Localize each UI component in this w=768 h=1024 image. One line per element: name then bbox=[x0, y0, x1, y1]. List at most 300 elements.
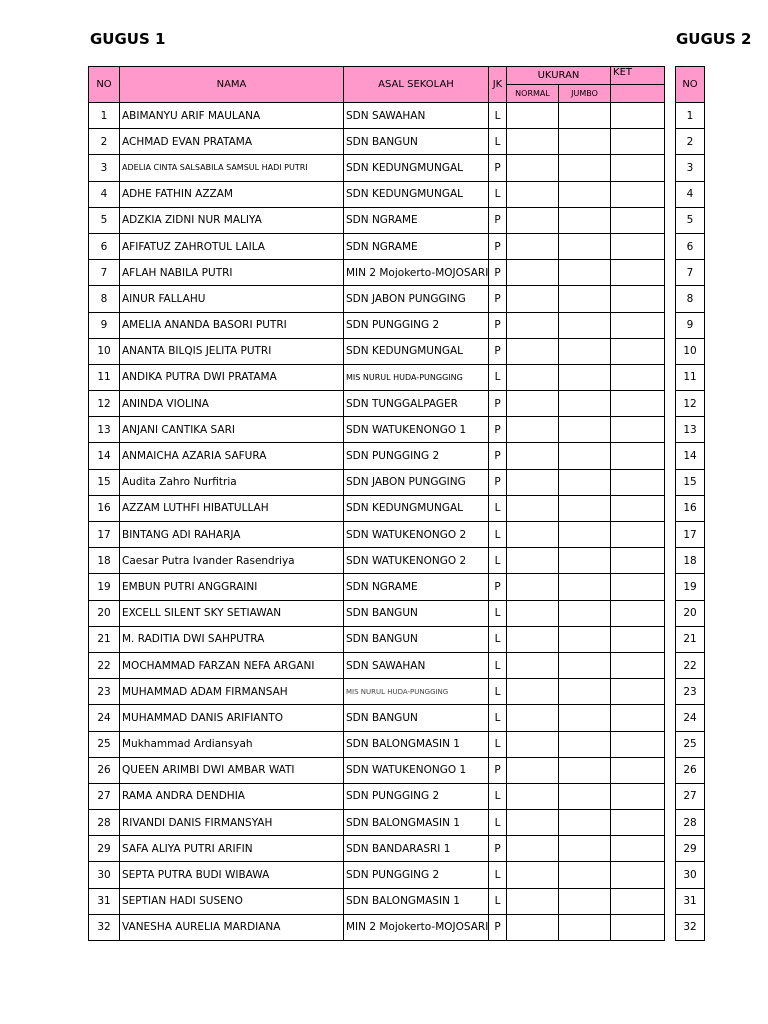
row-no-gugus-2: 20 bbox=[676, 600, 705, 626]
row-ket-cell bbox=[611, 260, 665, 286]
row-normal-cell bbox=[507, 469, 559, 495]
row-no-gugus-2: 8 bbox=[676, 286, 705, 312]
row-ket-cell bbox=[611, 207, 665, 233]
gugus-1-table bbox=[88, 66, 665, 941]
table-row bbox=[89, 836, 665, 862]
row-jumbo-cell bbox=[559, 783, 611, 809]
row-no-gugus-2: 17 bbox=[676, 522, 705, 548]
row-no-gugus-2: 23 bbox=[676, 679, 705, 705]
row-no-gugus-2: 28 bbox=[676, 810, 705, 836]
table-row bbox=[676, 626, 705, 652]
row-nama: QUEEN ARIMBI DWI AMBAR WATI bbox=[120, 757, 344, 783]
row-asal-sekolah: SDN WATUKENONGO 2 bbox=[344, 522, 489, 548]
row-nama: SAFA ALIYA PUTRI ARIFIN bbox=[120, 836, 344, 862]
header-jk: JK bbox=[489, 67, 507, 103]
row-ket-cell bbox=[611, 286, 665, 312]
row-nama: SEPTIAN HADI SUSENO bbox=[120, 888, 344, 914]
table-row bbox=[676, 652, 705, 678]
table-row bbox=[676, 338, 705, 364]
table-row bbox=[89, 888, 665, 914]
row-no-gugus-2: 29 bbox=[676, 836, 705, 862]
row-jumbo-cell bbox=[559, 888, 611, 914]
row-no-gugus-2: 22 bbox=[676, 652, 705, 678]
row-nama: AZZAM LUTHFI HIBATULLAH bbox=[120, 495, 344, 521]
row-no-gugus-2: 32 bbox=[676, 914, 705, 940]
row-jumbo-cell bbox=[559, 652, 611, 678]
table-row bbox=[89, 522, 665, 548]
row-no: 24 bbox=[89, 705, 120, 731]
row-nama: ANDIKA PUTRA DWI PRATAMA bbox=[120, 364, 344, 390]
table-row bbox=[676, 574, 705, 600]
row-asal-sekolah: SDN KEDUNGMUNGAL bbox=[344, 338, 489, 364]
row-ket-cell bbox=[611, 757, 665, 783]
row-no-gugus-2: 3 bbox=[676, 155, 705, 181]
table-row bbox=[89, 862, 665, 888]
row-asal-sekolah: SDN WATUKENONGO 2 bbox=[344, 548, 489, 574]
row-normal-cell bbox=[507, 783, 559, 809]
row-nama: VANESHA AURELIA MARDIANA bbox=[120, 914, 344, 940]
row-jk: L bbox=[489, 129, 507, 155]
row-normal-cell bbox=[507, 731, 559, 757]
row-jumbo-cell bbox=[559, 914, 611, 940]
row-asal-sekolah: SDN TUNGGALPAGER bbox=[344, 391, 489, 417]
row-no-gugus-2: 18 bbox=[676, 548, 705, 574]
table-row bbox=[89, 679, 665, 705]
row-ket-cell bbox=[611, 810, 665, 836]
header-no: NO bbox=[89, 67, 120, 103]
row-jk: P bbox=[489, 391, 507, 417]
row-jumbo-cell bbox=[559, 548, 611, 574]
header-ket: KET bbox=[611, 67, 665, 85]
table-row bbox=[89, 705, 665, 731]
row-no: 1 bbox=[89, 103, 120, 129]
row-jk: L bbox=[489, 888, 507, 914]
row-jumbo-cell bbox=[559, 469, 611, 495]
row-asal-sekolah: SDN WATUKENONGO 1 bbox=[344, 417, 489, 443]
row-asal-sekolah: SDN PUNGGING 2 bbox=[344, 783, 489, 809]
row-nama: AMELIA ANANDA BASORI PUTRI bbox=[120, 312, 344, 338]
row-normal-cell bbox=[507, 233, 559, 259]
row-no: 19 bbox=[89, 574, 120, 600]
row-nama: ADELIA CINTA SALSABILA SAMSUL HADI PUTRI bbox=[120, 155, 344, 181]
table-row bbox=[676, 810, 705, 836]
row-asal-sekolah: SDN WATUKENONGO 1 bbox=[344, 757, 489, 783]
row-normal-cell bbox=[507, 836, 559, 862]
row-nama: AFIFATUZ ZAHROTUL LAILA bbox=[120, 233, 344, 259]
row-nama: SEPTA PUTRA BUDI WIBAWA bbox=[120, 862, 344, 888]
table-row bbox=[676, 391, 705, 417]
table-row bbox=[676, 443, 705, 469]
row-jk: P bbox=[489, 417, 507, 443]
row-jumbo-cell bbox=[559, 862, 611, 888]
table-row bbox=[676, 312, 705, 338]
row-nama: M. RADITIA DWI SAHPUTRA bbox=[120, 626, 344, 652]
row-nama: EMBUN PUTRI ANGGRAINI bbox=[120, 574, 344, 600]
row-no: 7 bbox=[89, 260, 120, 286]
row-asal-sekolah: SDN KEDUNGMUNGAL bbox=[344, 181, 489, 207]
row-asal-sekolah: SDN KEDUNGMUNGAL bbox=[344, 155, 489, 181]
table-row bbox=[89, 155, 665, 181]
row-nama: BINTANG ADI RAHARJA bbox=[120, 522, 344, 548]
table-row bbox=[676, 155, 705, 181]
table-row bbox=[676, 233, 705, 259]
row-jk: P bbox=[489, 312, 507, 338]
row-no: 14 bbox=[89, 443, 120, 469]
row-normal-cell bbox=[507, 679, 559, 705]
table-row bbox=[676, 181, 705, 207]
row-ket-cell bbox=[611, 600, 665, 626]
row-normal-cell bbox=[507, 364, 559, 390]
row-ket-cell bbox=[611, 731, 665, 757]
table-row bbox=[89, 548, 665, 574]
row-jk: L bbox=[489, 731, 507, 757]
row-jk: P bbox=[489, 757, 507, 783]
row-asal-sekolah: MIS NURUL HUDA-PUNGGING bbox=[344, 679, 489, 705]
table-row bbox=[89, 312, 665, 338]
table-row bbox=[676, 207, 705, 233]
table-row bbox=[89, 260, 665, 286]
table-row bbox=[676, 600, 705, 626]
row-no: 23 bbox=[89, 679, 120, 705]
row-no: 20 bbox=[89, 600, 120, 626]
table-row bbox=[89, 391, 665, 417]
row-jumbo-cell bbox=[559, 705, 611, 731]
row-jk: L bbox=[489, 810, 507, 836]
row-ket-cell bbox=[611, 129, 665, 155]
row-no: 6 bbox=[89, 233, 120, 259]
row-nama: MUHAMMAD DANIS ARIFIANTO bbox=[120, 705, 344, 731]
table-row bbox=[676, 862, 705, 888]
row-no: 32 bbox=[89, 914, 120, 940]
row-asal-sekolah: SDN BALONGMASIN 1 bbox=[344, 810, 489, 836]
header-ukuran: UKURAN bbox=[507, 67, 611, 85]
row-nama: RIVANDI DANIS FIRMANSYAH bbox=[120, 810, 344, 836]
row-no: 5 bbox=[89, 207, 120, 233]
row-no-gugus-2: 13 bbox=[676, 417, 705, 443]
table-row bbox=[676, 103, 705, 129]
row-jk: L bbox=[489, 626, 507, 652]
header-ket-blank bbox=[611, 85, 665, 103]
row-nama: MOCHAMMAD FARZAN NEFA ARGANI bbox=[120, 652, 344, 678]
row-jk: L bbox=[489, 103, 507, 129]
table-row bbox=[89, 417, 665, 443]
row-no-gugus-2: 14 bbox=[676, 443, 705, 469]
row-jumbo-cell bbox=[559, 233, 611, 259]
row-normal-cell bbox=[507, 155, 559, 181]
row-normal-cell bbox=[507, 103, 559, 129]
row-no: 27 bbox=[89, 783, 120, 809]
row-no: 13 bbox=[89, 417, 120, 443]
row-normal-cell bbox=[507, 495, 559, 521]
row-asal-sekolah: SDN SAWAHAN bbox=[344, 652, 489, 678]
row-no: 18 bbox=[89, 548, 120, 574]
row-asal-sekolah: SDN BANGUN bbox=[344, 626, 489, 652]
table-row bbox=[676, 705, 705, 731]
header-nama: NAMA bbox=[120, 67, 344, 103]
row-normal-cell bbox=[507, 810, 559, 836]
row-ket-cell bbox=[611, 312, 665, 338]
row-normal-cell bbox=[507, 522, 559, 548]
row-normal-cell bbox=[507, 129, 559, 155]
table-row bbox=[676, 888, 705, 914]
row-no: 11 bbox=[89, 364, 120, 390]
table-row bbox=[676, 417, 705, 443]
table-row bbox=[676, 679, 705, 705]
row-ket-cell bbox=[611, 652, 665, 678]
row-jumbo-cell bbox=[559, 129, 611, 155]
row-asal-sekolah: SDN PUNGGING 2 bbox=[344, 443, 489, 469]
row-normal-cell bbox=[507, 207, 559, 233]
row-jk: L bbox=[489, 522, 507, 548]
row-jk: P bbox=[489, 914, 507, 940]
row-no-gugus-2: 24 bbox=[676, 705, 705, 731]
row-no: 8 bbox=[89, 286, 120, 312]
row-ket-cell bbox=[611, 364, 665, 390]
row-jk: L bbox=[489, 181, 507, 207]
row-no: 12 bbox=[89, 391, 120, 417]
table-row bbox=[676, 495, 705, 521]
row-jk: L bbox=[489, 783, 507, 809]
row-nama: ANJANI CANTIKA SARI bbox=[120, 417, 344, 443]
row-nama: EXCELL SILENT SKY SETIAWAN bbox=[120, 600, 344, 626]
row-no-gugus-2: 31 bbox=[676, 888, 705, 914]
row-no: 26 bbox=[89, 757, 120, 783]
row-no: 4 bbox=[89, 181, 120, 207]
row-no-gugus-2: 30 bbox=[676, 862, 705, 888]
row-jumbo-cell bbox=[559, 391, 611, 417]
table-row bbox=[676, 129, 705, 155]
table-row bbox=[89, 286, 665, 312]
row-asal-sekolah: SDN BANDARASRI 1 bbox=[344, 836, 489, 862]
row-ket-cell bbox=[611, 469, 665, 495]
row-nama: ANMAICHA AZARIA SAFURA bbox=[120, 443, 344, 469]
table-row bbox=[89, 652, 665, 678]
row-jk: L bbox=[489, 862, 507, 888]
row-jumbo-cell bbox=[559, 522, 611, 548]
row-ket-cell bbox=[611, 443, 665, 469]
row-ket-cell bbox=[611, 417, 665, 443]
row-normal-cell bbox=[507, 757, 559, 783]
row-asal-sekolah: SDN JABON PUNGGING bbox=[344, 469, 489, 495]
row-asal-sekolah: SDN NGRAME bbox=[344, 233, 489, 259]
table-row bbox=[89, 600, 665, 626]
row-nama: ANANTA BILQIS JELITA PUTRI bbox=[120, 338, 344, 364]
table-row bbox=[676, 731, 705, 757]
page-title-gugus-2: GUGUS 2 bbox=[676, 30, 752, 48]
row-jumbo-cell bbox=[559, 207, 611, 233]
row-asal-sekolah: SDN JABON PUNGGING bbox=[344, 286, 489, 312]
row-no-gugus-2: 12 bbox=[676, 391, 705, 417]
header-normal: NORMAL bbox=[507, 85, 559, 103]
row-nama: Mukhammad Ardiansyah bbox=[120, 731, 344, 757]
row-normal-cell bbox=[507, 888, 559, 914]
row-normal-cell bbox=[507, 181, 559, 207]
row-asal-sekolah: SDN PUNGGING 2 bbox=[344, 862, 489, 888]
row-normal-cell bbox=[507, 574, 559, 600]
row-normal-cell bbox=[507, 391, 559, 417]
table-row bbox=[89, 443, 665, 469]
row-no: 22 bbox=[89, 652, 120, 678]
row-jumbo-cell bbox=[559, 417, 611, 443]
table-row bbox=[89, 207, 665, 233]
row-ket-cell bbox=[611, 914, 665, 940]
row-nama: AFLAH NABILA PUTRI bbox=[120, 260, 344, 286]
row-no-gugus-2: 5 bbox=[676, 207, 705, 233]
table-row bbox=[89, 810, 665, 836]
row-normal-cell bbox=[507, 312, 559, 338]
row-jk: P bbox=[489, 443, 507, 469]
row-no-gugus-2: 7 bbox=[676, 260, 705, 286]
row-no: 2 bbox=[89, 129, 120, 155]
table-row bbox=[89, 338, 665, 364]
row-nama: Caesar Putra Ivander Rasendriya bbox=[120, 548, 344, 574]
row-no-gugus-2: 16 bbox=[676, 495, 705, 521]
header-jumbo: JUMBO bbox=[559, 85, 611, 103]
row-jk: P bbox=[489, 155, 507, 181]
gugus-2-table bbox=[675, 66, 705, 941]
row-asal-sekolah: MIN 2 Mojokerto-MOJOSARI bbox=[344, 914, 489, 940]
row-no: 21 bbox=[89, 626, 120, 652]
row-jumbo-cell bbox=[559, 364, 611, 390]
row-nama: Audita Zahro Nurfitria bbox=[120, 469, 344, 495]
table-row bbox=[676, 286, 705, 312]
row-jumbo-cell bbox=[559, 260, 611, 286]
table-row bbox=[89, 574, 665, 600]
row-normal-cell bbox=[507, 862, 559, 888]
row-ket-cell bbox=[611, 233, 665, 259]
row-no: 17 bbox=[89, 522, 120, 548]
row-no: 31 bbox=[89, 888, 120, 914]
row-normal-cell bbox=[507, 548, 559, 574]
row-no: 29 bbox=[89, 836, 120, 862]
table-row bbox=[676, 783, 705, 809]
row-asal-sekolah: SDN BANGUN bbox=[344, 705, 489, 731]
row-no-gugus-2: 4 bbox=[676, 181, 705, 207]
row-jumbo-cell bbox=[559, 836, 611, 862]
row-jk: P bbox=[489, 338, 507, 364]
row-jk: L bbox=[489, 705, 507, 731]
row-asal-sekolah: MIS NURUL HUDA-PUNGGING bbox=[344, 364, 489, 390]
row-nama: ABIMANYU ARIF MAULANA bbox=[120, 103, 344, 129]
row-ket-cell bbox=[611, 495, 665, 521]
table-row bbox=[676, 914, 705, 940]
page-title-gugus-1: GUGUS 1 bbox=[90, 30, 166, 48]
row-jk: L bbox=[489, 548, 507, 574]
row-ket-cell bbox=[611, 574, 665, 600]
row-jumbo-cell bbox=[559, 574, 611, 600]
row-asal-sekolah: SDN KEDUNGMUNGAL bbox=[344, 495, 489, 521]
row-nama: ADHE FATHIN AZZAM bbox=[120, 181, 344, 207]
table-row bbox=[89, 469, 665, 495]
table-row bbox=[89, 626, 665, 652]
row-ket-cell bbox=[611, 679, 665, 705]
row-asal-sekolah: SDN BALONGMASIN 1 bbox=[344, 888, 489, 914]
table-row bbox=[676, 548, 705, 574]
table-row bbox=[676, 836, 705, 862]
row-no-gugus-2: 11 bbox=[676, 364, 705, 390]
table-row bbox=[89, 181, 665, 207]
row-jk: P bbox=[489, 574, 507, 600]
row-nama: MUHAMMAD ADAM FIRMANSAH bbox=[120, 679, 344, 705]
row-no: 10 bbox=[89, 338, 120, 364]
row-normal-cell bbox=[507, 600, 559, 626]
row-asal-sekolah: SDN BALONGMASIN 1 bbox=[344, 731, 489, 757]
row-jumbo-cell bbox=[559, 626, 611, 652]
row-ket-cell bbox=[611, 783, 665, 809]
row-no-gugus-2: 25 bbox=[676, 731, 705, 757]
row-jk: L bbox=[489, 364, 507, 390]
row-jumbo-cell bbox=[559, 443, 611, 469]
header-asal-sekolah: ASAL SEKOLAH bbox=[344, 67, 489, 103]
row-jk: P bbox=[489, 286, 507, 312]
row-asal-sekolah: SDN PUNGGING 2 bbox=[344, 312, 489, 338]
row-ket-cell bbox=[611, 338, 665, 364]
row-jk: P bbox=[489, 836, 507, 862]
row-no-gugus-2: 2 bbox=[676, 129, 705, 155]
row-jumbo-cell bbox=[559, 679, 611, 705]
row-no-gugus-2: 15 bbox=[676, 469, 705, 495]
row-jumbo-cell bbox=[559, 286, 611, 312]
row-jk: P bbox=[489, 207, 507, 233]
row-nama: ANINDA VIOLINA bbox=[120, 391, 344, 417]
table-row bbox=[89, 364, 665, 390]
row-jk: P bbox=[489, 260, 507, 286]
table-row bbox=[89, 757, 665, 783]
table-row bbox=[89, 783, 665, 809]
row-ket-cell bbox=[611, 836, 665, 862]
row-nama: AINUR FALLAHU bbox=[120, 286, 344, 312]
row-ket-cell bbox=[611, 391, 665, 417]
row-no: 9 bbox=[89, 312, 120, 338]
row-no: 28 bbox=[89, 810, 120, 836]
header-no-gugus-2: NO bbox=[676, 67, 705, 103]
table-row bbox=[89, 731, 665, 757]
row-jumbo-cell bbox=[559, 155, 611, 181]
row-no: 30 bbox=[89, 862, 120, 888]
row-jumbo-cell bbox=[559, 757, 611, 783]
row-jk: L bbox=[489, 600, 507, 626]
row-no-gugus-2: 27 bbox=[676, 783, 705, 809]
table-row bbox=[89, 103, 665, 129]
row-jk: L bbox=[489, 679, 507, 705]
table-row bbox=[89, 914, 665, 940]
row-ket-cell bbox=[611, 548, 665, 574]
row-ket-cell bbox=[611, 522, 665, 548]
table-row bbox=[676, 469, 705, 495]
table-row bbox=[89, 495, 665, 521]
row-jumbo-cell bbox=[559, 495, 611, 521]
row-nama: ACHMAD EVAN PRATAMA bbox=[120, 129, 344, 155]
table-row bbox=[676, 757, 705, 783]
table-row bbox=[676, 364, 705, 390]
row-normal-cell bbox=[507, 626, 559, 652]
row-no-gugus-2: 10 bbox=[676, 338, 705, 364]
row-no: 15 bbox=[89, 469, 120, 495]
row-normal-cell bbox=[507, 286, 559, 312]
row-asal-sekolah: SDN SAWAHAN bbox=[344, 103, 489, 129]
row-no-gugus-2: 19 bbox=[676, 574, 705, 600]
row-normal-cell bbox=[507, 652, 559, 678]
row-no: 25 bbox=[89, 731, 120, 757]
row-normal-cell bbox=[507, 914, 559, 940]
row-jumbo-cell bbox=[559, 312, 611, 338]
table-row bbox=[89, 233, 665, 259]
row-ket-cell bbox=[611, 705, 665, 731]
row-ket-cell bbox=[611, 626, 665, 652]
row-no-gugus-2: 26 bbox=[676, 757, 705, 783]
row-nama: ADZKIA ZIDNI NUR MALIYA bbox=[120, 207, 344, 233]
row-ket-cell bbox=[611, 862, 665, 888]
